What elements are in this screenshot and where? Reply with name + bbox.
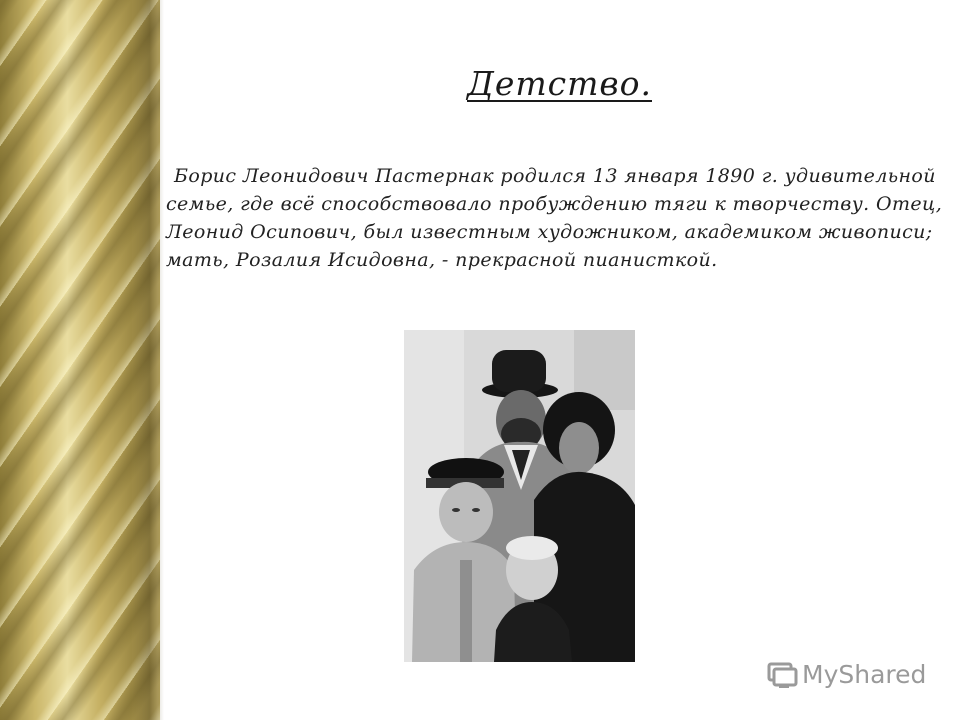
slide-title: Детство. bbox=[467, 64, 652, 103]
slide-body-text: Борис Леонидович Пастернак родился 13 января 1890 г. удивительной семье, где всё способствовало пробуждению тяги к творчеству. Отец, Леонид Осипович, был известным художником, академиком живописи; мать, Розалия Исидовна, - прекрасной пианисткой. bbox=[166, 165, 943, 271]
family-photo bbox=[404, 330, 635, 662]
side-band-shadow bbox=[132, 0, 164, 720]
myshared-watermark bbox=[766, 656, 926, 692]
myshared-logo-icon bbox=[766, 658, 798, 690]
family-photo-image bbox=[404, 330, 635, 662]
myshared-logo-text: MyShared bbox=[802, 659, 927, 689]
